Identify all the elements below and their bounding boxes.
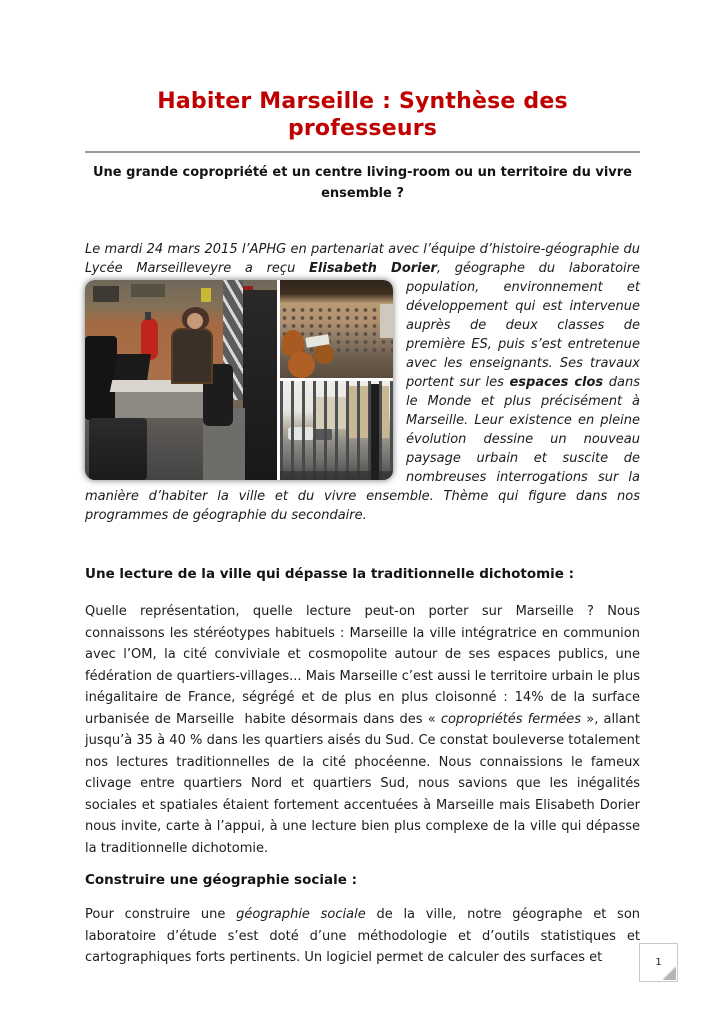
page-title: Habiter Marseille : Synthèse des professeurs bbox=[157, 89, 568, 141]
intro-text-1: Le mardi 24 mars 2015 l’APHG en partenariat avec l’équipe d’histoire-géographie du Lycée Marseilleveyre a reçu bbox=[85, 242, 640, 276]
audience-photo bbox=[280, 280, 393, 378]
page-curl-icon bbox=[663, 967, 676, 980]
speaker-name: Elisabeth Dorier bbox=[309, 261, 437, 276]
section-paragraph-geographie bbox=[85, 904, 640, 969]
speaker-figure bbox=[171, 328, 213, 384]
intro-text-3: population, environnement et développement qui est intervenue auprès de deux classes de première ES, puis s’est entretenue avec les enseignants. Ses travaux portent sur les bbox=[406, 280, 640, 390]
horizontal-divider bbox=[85, 151, 640, 153]
speaker-photo bbox=[85, 280, 277, 480]
page-number-box bbox=[639, 943, 678, 982]
section1-text-2: », allant jusqu’à 35 à 40 % dans les quartiers aisés du Sud. Ce constat bouleverse totalement nos lectures traditionnelles de la cité phocéenne. Nous connaissions le fameux clivage entre quartiers Nord et quartiers Sud, nous savions que les inégalités sociales et spatiales étaient fortement accentuées à Marseille mais Elisabeth Dorier nous invite, carte à l’appui, à une lecture bien plus complexe de la ville qui dépasse la traditionnelle dichotomie. bbox=[85, 711, 640, 856]
section2-text-1: Pour construire une bbox=[85, 907, 237, 922]
italic-term: géographie sociale bbox=[236, 907, 366, 922]
intro-paragraph-lead bbox=[85, 240, 640, 278]
page-number: 1 bbox=[655, 957, 662, 968]
fence-bars bbox=[280, 381, 393, 480]
conference-photo-collage bbox=[85, 280, 393, 480]
intro-paragraph-wrap bbox=[85, 278, 640, 525]
intro-text-2: , géographe du laboratoire bbox=[436, 261, 640, 276]
quoted-term: copropriétés fermées bbox=[440, 711, 582, 727]
black-curtain bbox=[243, 290, 277, 480]
gated-street-photo bbox=[280, 381, 393, 480]
intro-emphasis: espaces clos bbox=[509, 375, 604, 390]
section-paragraph-lecture bbox=[85, 601, 640, 859]
document-subtitle: Une grande copropriété et un centre living-room ou un territoire du vivre ensemble ? bbox=[93, 165, 632, 201]
laptop bbox=[113, 354, 151, 380]
section2-text-2: de la ville, notre géographe et son laboratoire d’étude s’est doté d’une méthodologie et d’outils statistiques et cartographiques forts pertinents. Un logiciel permet de calculer des surfaces et bbox=[85, 907, 641, 965]
section-heading-lecture: Une lecture de la ville qui dépasse la traditionnelle dichotomie : bbox=[85, 566, 575, 582]
intro-text-4: dans le Monde et plus précisément à Marseille. Leur existence en pleine évolution dessine un nouveau paysage urbain et suscite de nombreuses interrogations sur la manière d’habiter la ville et du vivre ensemble. Thème qui figure dans nos programmes de géographie du secondaire. bbox=[85, 375, 640, 523]
section-heading-geographie: Construire une géographie sociale : bbox=[85, 872, 357, 888]
section1-text-1: Quelle représentation, quelle lecture peut-on porter sur Marseille ? Nous connaissons les stéréotypes habituels : Marseille la ville intégratrice en communion avec l’OM, la cité conviviale et cosmopolite autour de ses espaces publics, une fédération de quartiers-villages... Mais Marseille c’est aussi le territoire urbain le plus inégalitaire de France, ségrégé et de plus en plus cloisonné : 14% de la surface urbanisée de Marseille habite désormais dans des « bbox=[85, 604, 640, 727]
